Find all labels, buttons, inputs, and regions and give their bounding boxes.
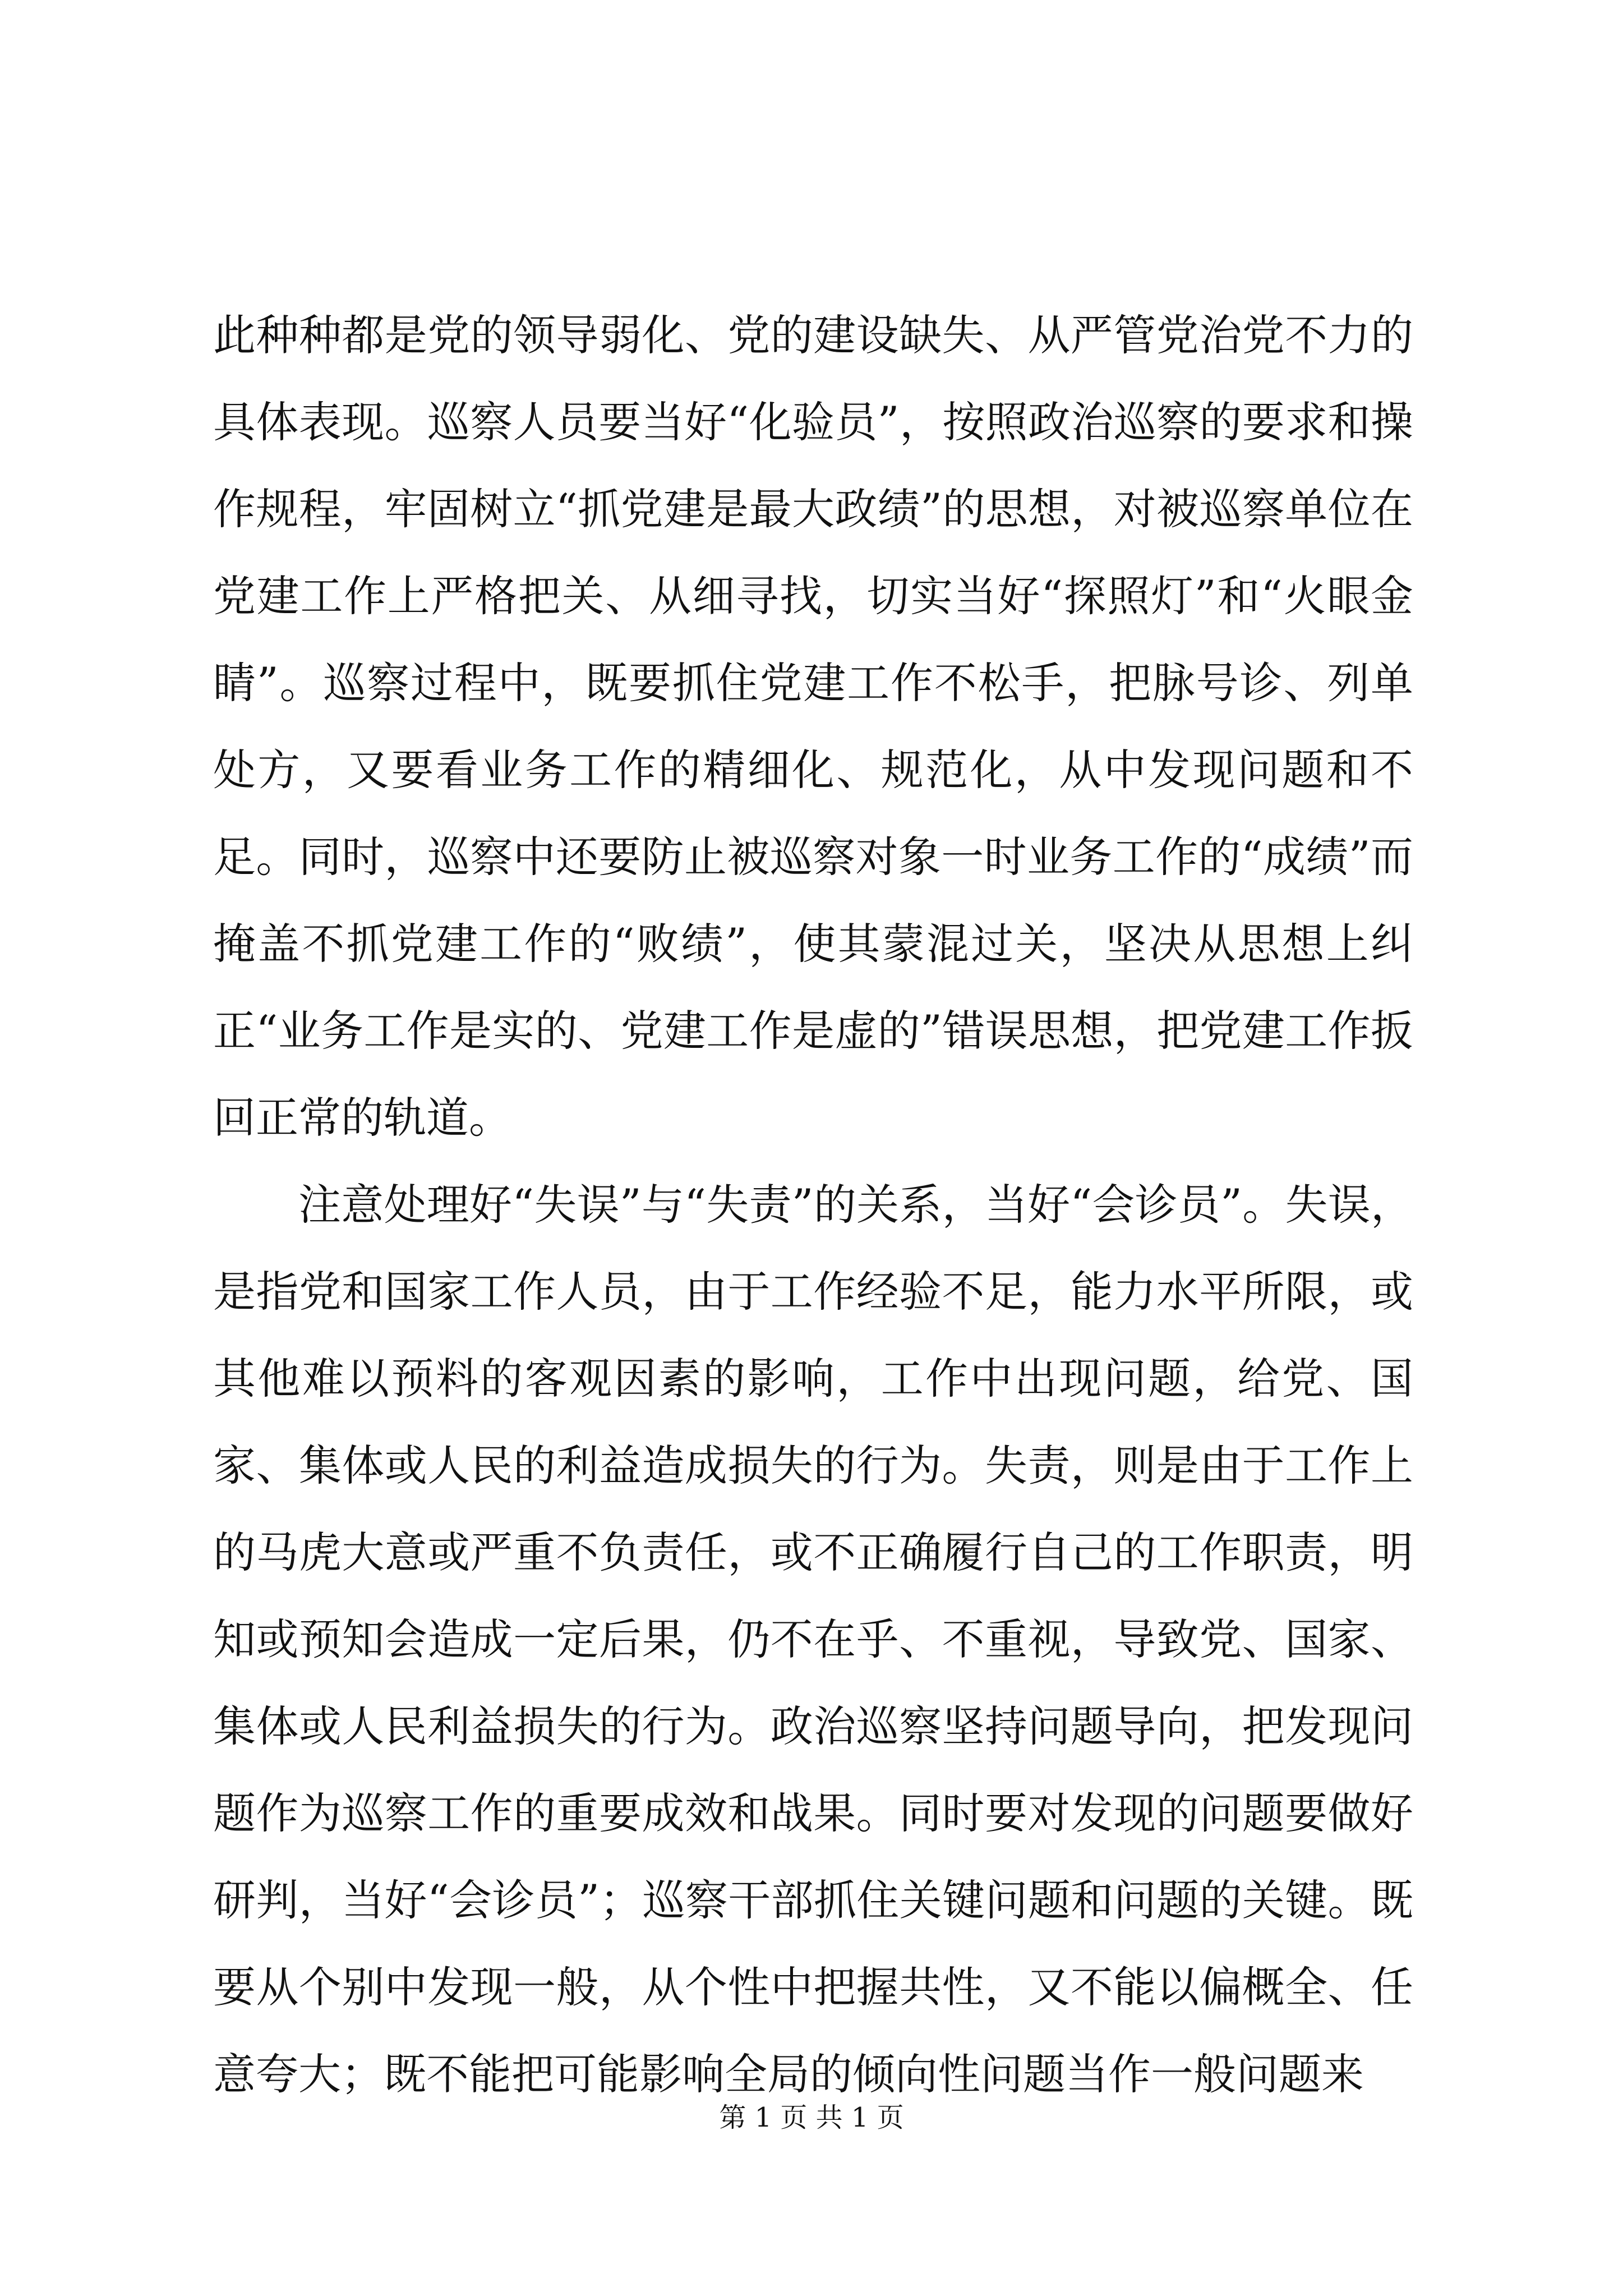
page-footer: 第 1 页 共 1 页 bbox=[719, 2102, 904, 2133]
paragraph-2: 注意处理好“失误”与“失责”的关系，当好“会诊员”。失误，是指党和国家工作人员，由于工作经验不足，能力水平所限，或其他难以预料的客观因素的影响，工作中出现问题，给党、国家、集体或人民的利益造成损失的行为。失责，则是由于工作上的马虎大意或严重不负责任，或不正确履行自己的工作职责，明知或预知会造成一定后果，仍不在乎、不重视，导致党、国家、集体或人民利益损失的行为。政治巡察坚持问题导向，把发现问题作为巡察工作的重要成效和战果。同时要对发现的问题要做好研判，当好“会诊员”；巡察干部抓住关键问题和问题的关键。既要从个别中发现一般，从个性中把握共性，又不能以偏概全、任意夸大；既不能把可能影响全局的倾向性问题当作一般问题来 bbox=[213, 1180, 1413, 2099]
paragraph-1: 此种种都是党的领导弱化、党的建设缺失、从严管党治党不力的具体表现。巡察人员要当好“化验员”，按照政治巡察的要求和操作规程，牢固树立“抓党建是最大政绩”的思想，对被巡察单位在党建工作上严格把关、从细寻找，切实当好“探照灯”和“火眼金睛”。巡察过程中，既要抓住党建工作不松手，把脉号诊、列单处方，又要看业务工作的精细化、规范化，从中发现问题和不足。同时，巡察中还要防止被巡察对象一时业务工作的“成绩”而掩盖不抓党建工作的“败绩”，使其蒙混过关，坚决从思想上纠正“业务工作是实的、党建工作是虚的”错误思想，把党建工作扳回正常的轨道。 bbox=[213, 310, 1413, 1143]
document-body bbox=[213, 292, 1413, 2118]
